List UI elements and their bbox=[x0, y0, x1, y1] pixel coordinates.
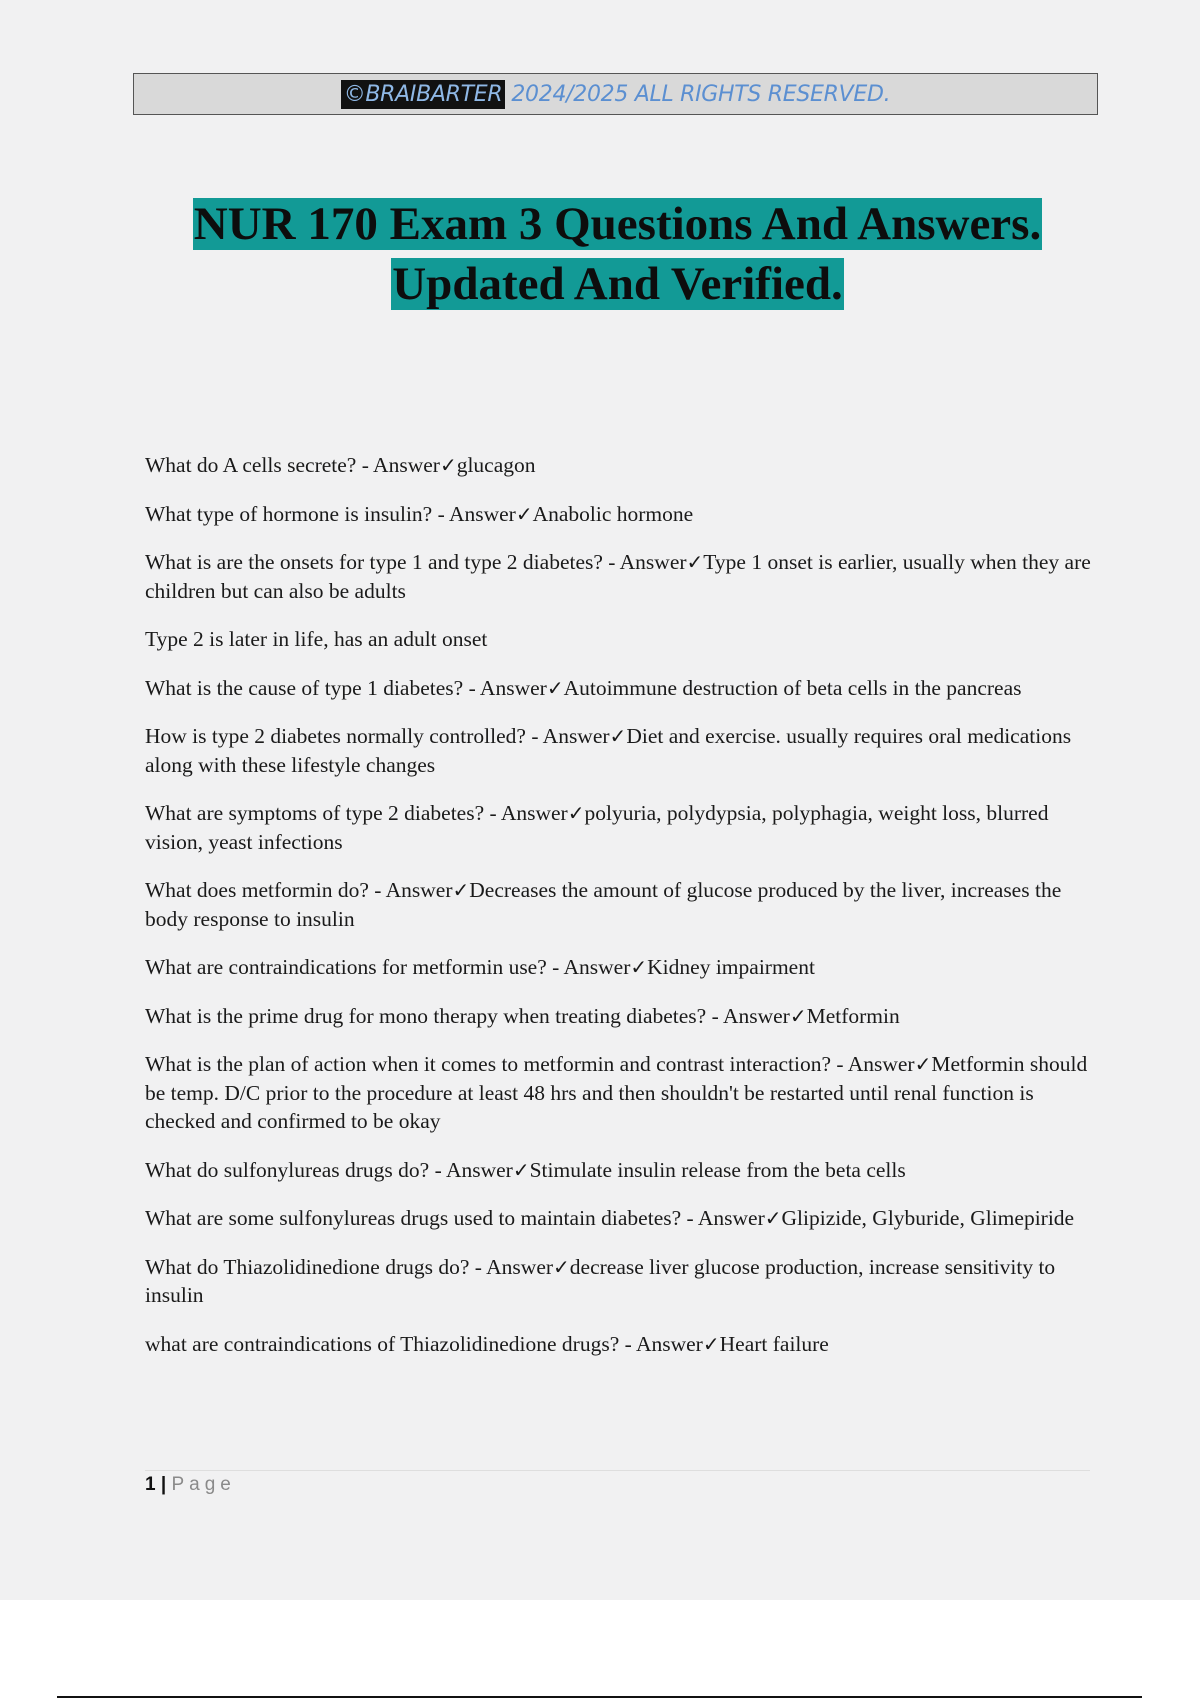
qa-item bbox=[145, 500, 1105, 529]
qa-item bbox=[145, 799, 1105, 856]
answer-text: Metformin bbox=[806, 1003, 900, 1028]
question-text: What are contraindications for metformin use? bbox=[145, 955, 547, 979]
question-text: What are some sulfonylureas drugs used to maintain diabetes? bbox=[145, 1206, 682, 1230]
document-title bbox=[60, 194, 1175, 314]
copyright-owner: ©BRAIBARTER bbox=[341, 80, 506, 109]
question-text: What is the prime drug for mono therapy when treating diabetes? bbox=[145, 1003, 707, 1028]
answer-prefix: - Answer bbox=[432, 501, 516, 526]
answer-prefix: - Answer bbox=[706, 1003, 790, 1028]
answer-prefix: - Answer bbox=[463, 675, 547, 700]
question-text: What is the cause of type 1 diabetes? bbox=[145, 675, 464, 700]
question-text: How is type 2 diabetes normally controlled? bbox=[145, 724, 526, 748]
answer-prefix: - Answer bbox=[602, 550, 687, 574]
checkmark-icon: ✓ bbox=[789, 1003, 807, 1028]
page-number: 1 bbox=[145, 1474, 156, 1495]
qa-item bbox=[145, 674, 1105, 703]
answer-text: Stimulate insulin release from the beta cells bbox=[529, 1157, 906, 1182]
answer-text: Kidney impairment bbox=[647, 955, 815, 979]
answer-prefix: - Answer bbox=[484, 801, 568, 825]
checkmark-icon: ✓ bbox=[567, 801, 585, 825]
qa-item bbox=[145, 953, 1105, 982]
answer-text: Type 1 onset is earlier, usually when they are children but can also be adults bbox=[145, 550, 1091, 603]
qa-item bbox=[145, 1050, 1105, 1136]
answer-text: Metformin should be temp. D/C prior to the procedure at least 48 hrs and then shouldn't be restarted until renal function is checked and confirmed to be okay bbox=[145, 1052, 1088, 1133]
question-text: What do Thiazolidinedione drugs do? bbox=[145, 1254, 470, 1279]
question-text: What is the plan of action when it comes to metformin and contrast interaction? bbox=[145, 1052, 831, 1076]
qa-list bbox=[145, 451, 1105, 1378]
checkmark-icon: ✓ bbox=[553, 1254, 570, 1279]
title-line-2: Updated And Verified. bbox=[392, 258, 843, 310]
copyright-banner bbox=[133, 73, 1098, 115]
checkmark-icon: ✓ bbox=[702, 1331, 720, 1356]
answer-prefix: - Answer bbox=[368, 878, 453, 902]
answer-text: Autoimmune destruction of beta cells in the pancreas bbox=[563, 675, 1022, 700]
checkmark-icon: ✓ bbox=[686, 550, 704, 574]
checkmark-icon: ✓ bbox=[609, 724, 627, 748]
title-line-1: NUR 170 Exam 3 Questions And Answers. bbox=[193, 198, 1042, 250]
bottom-rule bbox=[57, 1696, 1142, 1698]
question-text: What is are the onsets for type 1 and type 2 diabetes? bbox=[145, 550, 603, 574]
answer-prefix: - Answer bbox=[546, 955, 631, 979]
answer-text: glucagon bbox=[456, 453, 536, 477]
question-text: What do sulfonylureas drugs do? bbox=[145, 1157, 430, 1182]
answer-text: decrease liver glucose production, increase sensitivity to insulin bbox=[145, 1254, 1056, 1307]
checkmark-icon: ✓ bbox=[512, 1157, 530, 1182]
qa-item bbox=[145, 722, 1105, 779]
answer-continuation bbox=[145, 625, 1105, 654]
qa-item bbox=[145, 876, 1105, 933]
qa-item bbox=[145, 1156, 1105, 1185]
question-text: What type of hormone is insulin? bbox=[145, 501, 433, 526]
qa-item bbox=[145, 1204, 1105, 1233]
answer-text: polyuria, polydypsia, polyphagia, weight loss, blurred vision, yeast infections bbox=[145, 801, 1049, 854]
question-text: what are contraindications of Thiazolidinedione drugs? bbox=[145, 1331, 620, 1356]
checkmark-icon: ✓ bbox=[914, 1052, 932, 1076]
page-footer bbox=[145, 1474, 236, 1496]
answer-prefix: - Answer bbox=[619, 1331, 703, 1356]
qa-item bbox=[145, 1002, 1105, 1031]
answer-text: Heart failure bbox=[719, 1331, 829, 1356]
footer-divider bbox=[145, 1470, 1090, 1471]
page-word: Page bbox=[171, 1474, 236, 1495]
page-separator: | bbox=[155, 1474, 172, 1495]
qa-item bbox=[145, 548, 1105, 605]
answer-prefix: - Answer bbox=[525, 724, 610, 748]
copyright-rights: 2024/2025 ALL RIGHTS RESERVED. bbox=[511, 81, 891, 107]
checkmark-icon: ✓ bbox=[764, 1206, 782, 1230]
question-text: What does metformin do? bbox=[145, 878, 369, 902]
answer-prefix: - Answer bbox=[469, 1254, 554, 1279]
checkmark-icon: ✓ bbox=[452, 878, 470, 902]
answer-text: Decreases the amount of glucose produced by the liver, increases the body response to insulin bbox=[145, 878, 1062, 931]
checkmark-icon: ✓ bbox=[439, 453, 457, 477]
checkmark-icon: ✓ bbox=[630, 955, 648, 979]
qa-item bbox=[145, 1330, 1105, 1359]
checkmark-icon: ✓ bbox=[546, 675, 564, 700]
answer-text: Type 2 is later in life, has an adult onset bbox=[145, 627, 488, 651]
answer-text: Anabolic hormone bbox=[532, 501, 694, 526]
question-text: What do A cells secrete? bbox=[145, 453, 357, 477]
answer-text: Glipizide, Glyburide, Glimepiride bbox=[781, 1206, 1075, 1230]
answer-text: Diet and exercise. usually requires oral medications along with these lifestyle changes bbox=[145, 724, 1072, 777]
checkmark-icon: ✓ bbox=[515, 501, 533, 526]
qa-item bbox=[145, 1253, 1105, 1310]
answer-prefix: - Answer bbox=[356, 453, 440, 477]
question-text: What are symptoms of type 2 diabetes? bbox=[145, 801, 485, 825]
qa-item bbox=[145, 451, 1105, 480]
answer-prefix: - Answer bbox=[831, 1052, 915, 1076]
answer-prefix: - Answer bbox=[681, 1206, 765, 1230]
answer-prefix: - Answer bbox=[429, 1157, 513, 1182]
